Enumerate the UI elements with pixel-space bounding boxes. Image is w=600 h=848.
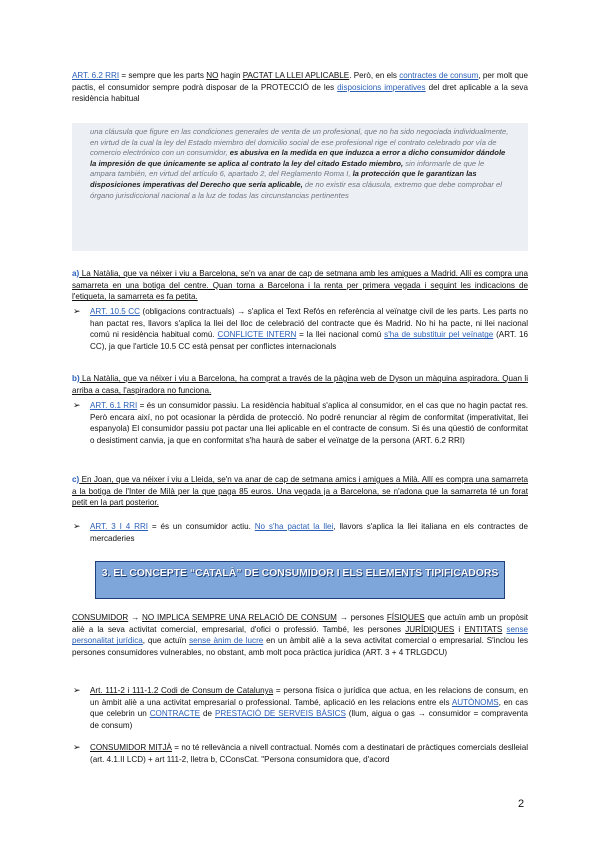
underlined-text: ENTITATS [464,624,503,634]
quote-box [72,123,528,251]
case-text: La Natàlia, que va néixer i viu a Barcelona, ha comprat a través de la pàgina web de Dyson un màquina aspiradora. Quan li arriba a casa, l'aspiradora no funciona. [72,374,528,395]
text: (obligacions contractuals) → s'aplica el Text Refós en referència al veïnatge civil de les parts. Les parts no han pactat res, llavors s'aplica la llei del lloc de celebració del contracte que és Madrid. No hi ha pacte, ni llei nacional comú ni residència habitual comú. [90,307,528,340]
text: de [200,709,215,719]
case-c [72,474,528,509]
conflicte-intern-link[interactable]: CONFLICTE INTERN [217,330,297,340]
art-3-4-link[interactable]: ART. 3 I 4 RRI [90,522,149,531]
case-label: c) [72,475,80,484]
text: del dret aplicable a la seva residència habitual [72,82,528,104]
case-a [72,268,528,303]
no-pactat-link[interactable]: No s'ha pactat la llei [254,522,334,531]
bullet-c [73,521,529,544]
autonoms-link[interactable]: AUTÒNOMS [451,697,499,707]
case-text: En Joan, que va néixer i viu a Lleida, se'n va anar de cap de setmana amics i amigues a Milà. Allí es compra una samarreta a la botiga de l'Inter de Milà per la que paga 85 euros. Una vegada ja a Barcelona, se n'adona que la samarreta té un forat petit en la part posterior. [72,475,528,508]
text: que actuïn amb un propòsit aliè a la seva activitat comercial, empresarial, d'ofici o professió. També, les persones [72,613,529,634]
underlined-text: JURÍDIQUES [405,624,455,634]
text: , llavors s'aplica la llei italiana en els contractes de mercaderies [90,522,529,543]
case-label: b) [72,374,80,383]
underlined-text: CONSUMIDOR MITJÀ [90,743,172,752]
underlined-text: CONSUMIDOR [72,613,129,622]
contracte-link[interactable]: CONTRACTE [149,709,201,719]
quote-text: una cláusula que figure en las condiciones generales de venta de un profesional, que no ha sido negociada individualmente, en virtud de la cual la ley del Estado miembro del domicilio social de ese profesional rige el contrato celebrado por vía de comercio electrónico con un consumidor, [90,127,509,158]
text: en un àmbit aliè a la seva activitat comercial o empresarial. S'inclou les persones consumidores vulnerables, no obstant, amb molt poca pràctica jurídica (ART. 3 + 4 TRLGDCU) [72,636,528,657]
bullet-codi-consum [73,685,528,731]
art-6-2-link[interactable]: ART. 6.2 RRI [72,71,120,80]
bullet-a [73,306,529,352]
prestacio-serveis-link[interactable]: PRESTACIÓ DE SERVEIS BÀSICS [214,709,346,719]
quote-text: de no existir esa cláusula, extremo que debe comprobar el órgano jurisdiccional nacional a la luz de todas las circunstancias pertinentes [90,179,502,200]
case-text: La Natàlia, que va néixer i viu a Barcelona, se'n va anar de cap de setmana amb les amigues a Madrid. Allí es compra una samarreta en una botiga del centre. Quan torna a Barcelona i la renta per primera vegada i seguint les indicacions de l'etiqueta, la samarreta es fa petita. [72,269,528,302]
page-number: 2 [518,798,525,810]
arrow-bullet-icon: ➢ [73,306,81,316]
text: i [454,624,465,634]
quote-bold-text: la protección que le garantizan las disposiciones imperativas del Derecho que sería aplicable, [90,169,477,189]
quote-bold-text: es abusiva en la medida en que induzca a error a dicho consumidor dándole la impresión de que únicamente se aplica al contrato la ley del citado Estado miembro, [90,148,506,168]
text: . Però, en els [349,71,400,80]
text: = la llei nacional comú [296,330,385,340]
arrow-bullet-icon: ➢ [73,742,81,752]
art-6-1-link[interactable]: ART. 6.1 RRI [90,401,138,410]
disposicions-imperatives-link[interactable]: disposicions imperatives [337,82,426,92]
sense-personalitat-link[interactable]: sense personalitat jurídica [72,624,528,646]
text: = sempre que les parts [119,71,207,80]
case-b [72,373,528,396]
case-label: a) [72,269,80,278]
contractes-consum-link[interactable]: contractes de consum [399,71,479,80]
underlined-text: NO IMPLICA SEMPRE UNA RELACIÓ DE CONSUM [142,613,337,622]
text: (ART. 16 CC), ja que l'article 10.5 CC està pensat per conflictes internacionals [90,330,529,351]
quote-text: sin informarle de que le ampara también, en virtud del artículo 6, apartado 2, del Reglamento Roma I, [90,158,485,179]
underlined-text: Art. 111-2 i 111-1.2 Codi de Consum de Catalunya [90,686,274,695]
arrow-bullet-icon: ➢ [73,685,81,695]
text: , en cas que celebrin un [90,697,528,719]
bullet-b [73,400,528,446]
text: , per molt que pactis, el consumidor sempre podrà disposar de la PROTECCIÓ de les [72,71,528,92]
arrow-bullet-icon: ➢ [73,400,81,410]
text: , que actuïn [142,636,190,646]
text: = no té rellevància a nivell contractual. Només com a destinatari de pràctiques comercials deslleial (art. 4.1.II LCD) + art 111-2, lletra b, CConsCat. "Persona consumidora que, d'acord [90,743,528,764]
text: hagin [218,71,243,80]
text: (llum, aigua o gas → consumidor = compraventa de consum) [90,709,528,730]
bullet-consumidor-mitja [73,742,528,765]
sense-anim-link[interactable]: sense ànim de lucre [189,636,264,646]
text: = persona física o jurídica que actua, en les relacions de consum, en un àmbit aliè a una activitat empresarial o professional. També, aplicació en les relacions entre els [90,686,528,707]
paragraph-art-6-2 [72,70,528,105]
underlined-text: NO [206,71,219,80]
substituir-link[interactable]: s'ha de substituir pel veïnatge [384,330,494,340]
arrow-bullet-icon: ➢ [73,521,81,531]
text: = és un consumidor actiu. [148,522,255,531]
text: → [128,613,143,622]
art-10-5-link[interactable]: ART. 10.5 CC [90,307,140,316]
section-heading: 3. EL CONCEPTE “CATALÀ” DE CONSUMIDOR I ELS ELEMENTS TIPIFICADORS [95,561,505,599]
text: = és un consumidor passiu. La residència habitual s'aplica al consumidor, en el cas que no hagin pactat res. Però encara així, no pot ocasionar la pèrdida de protecció. No podré renunciar al règim de conformitat (imperativitat, llei espanyola) El consumidor passiu pot pactar una llei aplicable en el contracte de consum. Si és una qüestió de conformitat o desistiment canvia, ja que en conformitat s'ha haurà de saber el veïnatge de la persona (ART. 6.2 RRI) [90,401,528,445]
paragraph-consumidor [72,612,528,658]
text: → persones [336,613,387,622]
underlined-text: PACTAT LA LLEI APLICABLE [242,71,350,80]
underlined-text: FÍSIQUES [386,613,425,622]
